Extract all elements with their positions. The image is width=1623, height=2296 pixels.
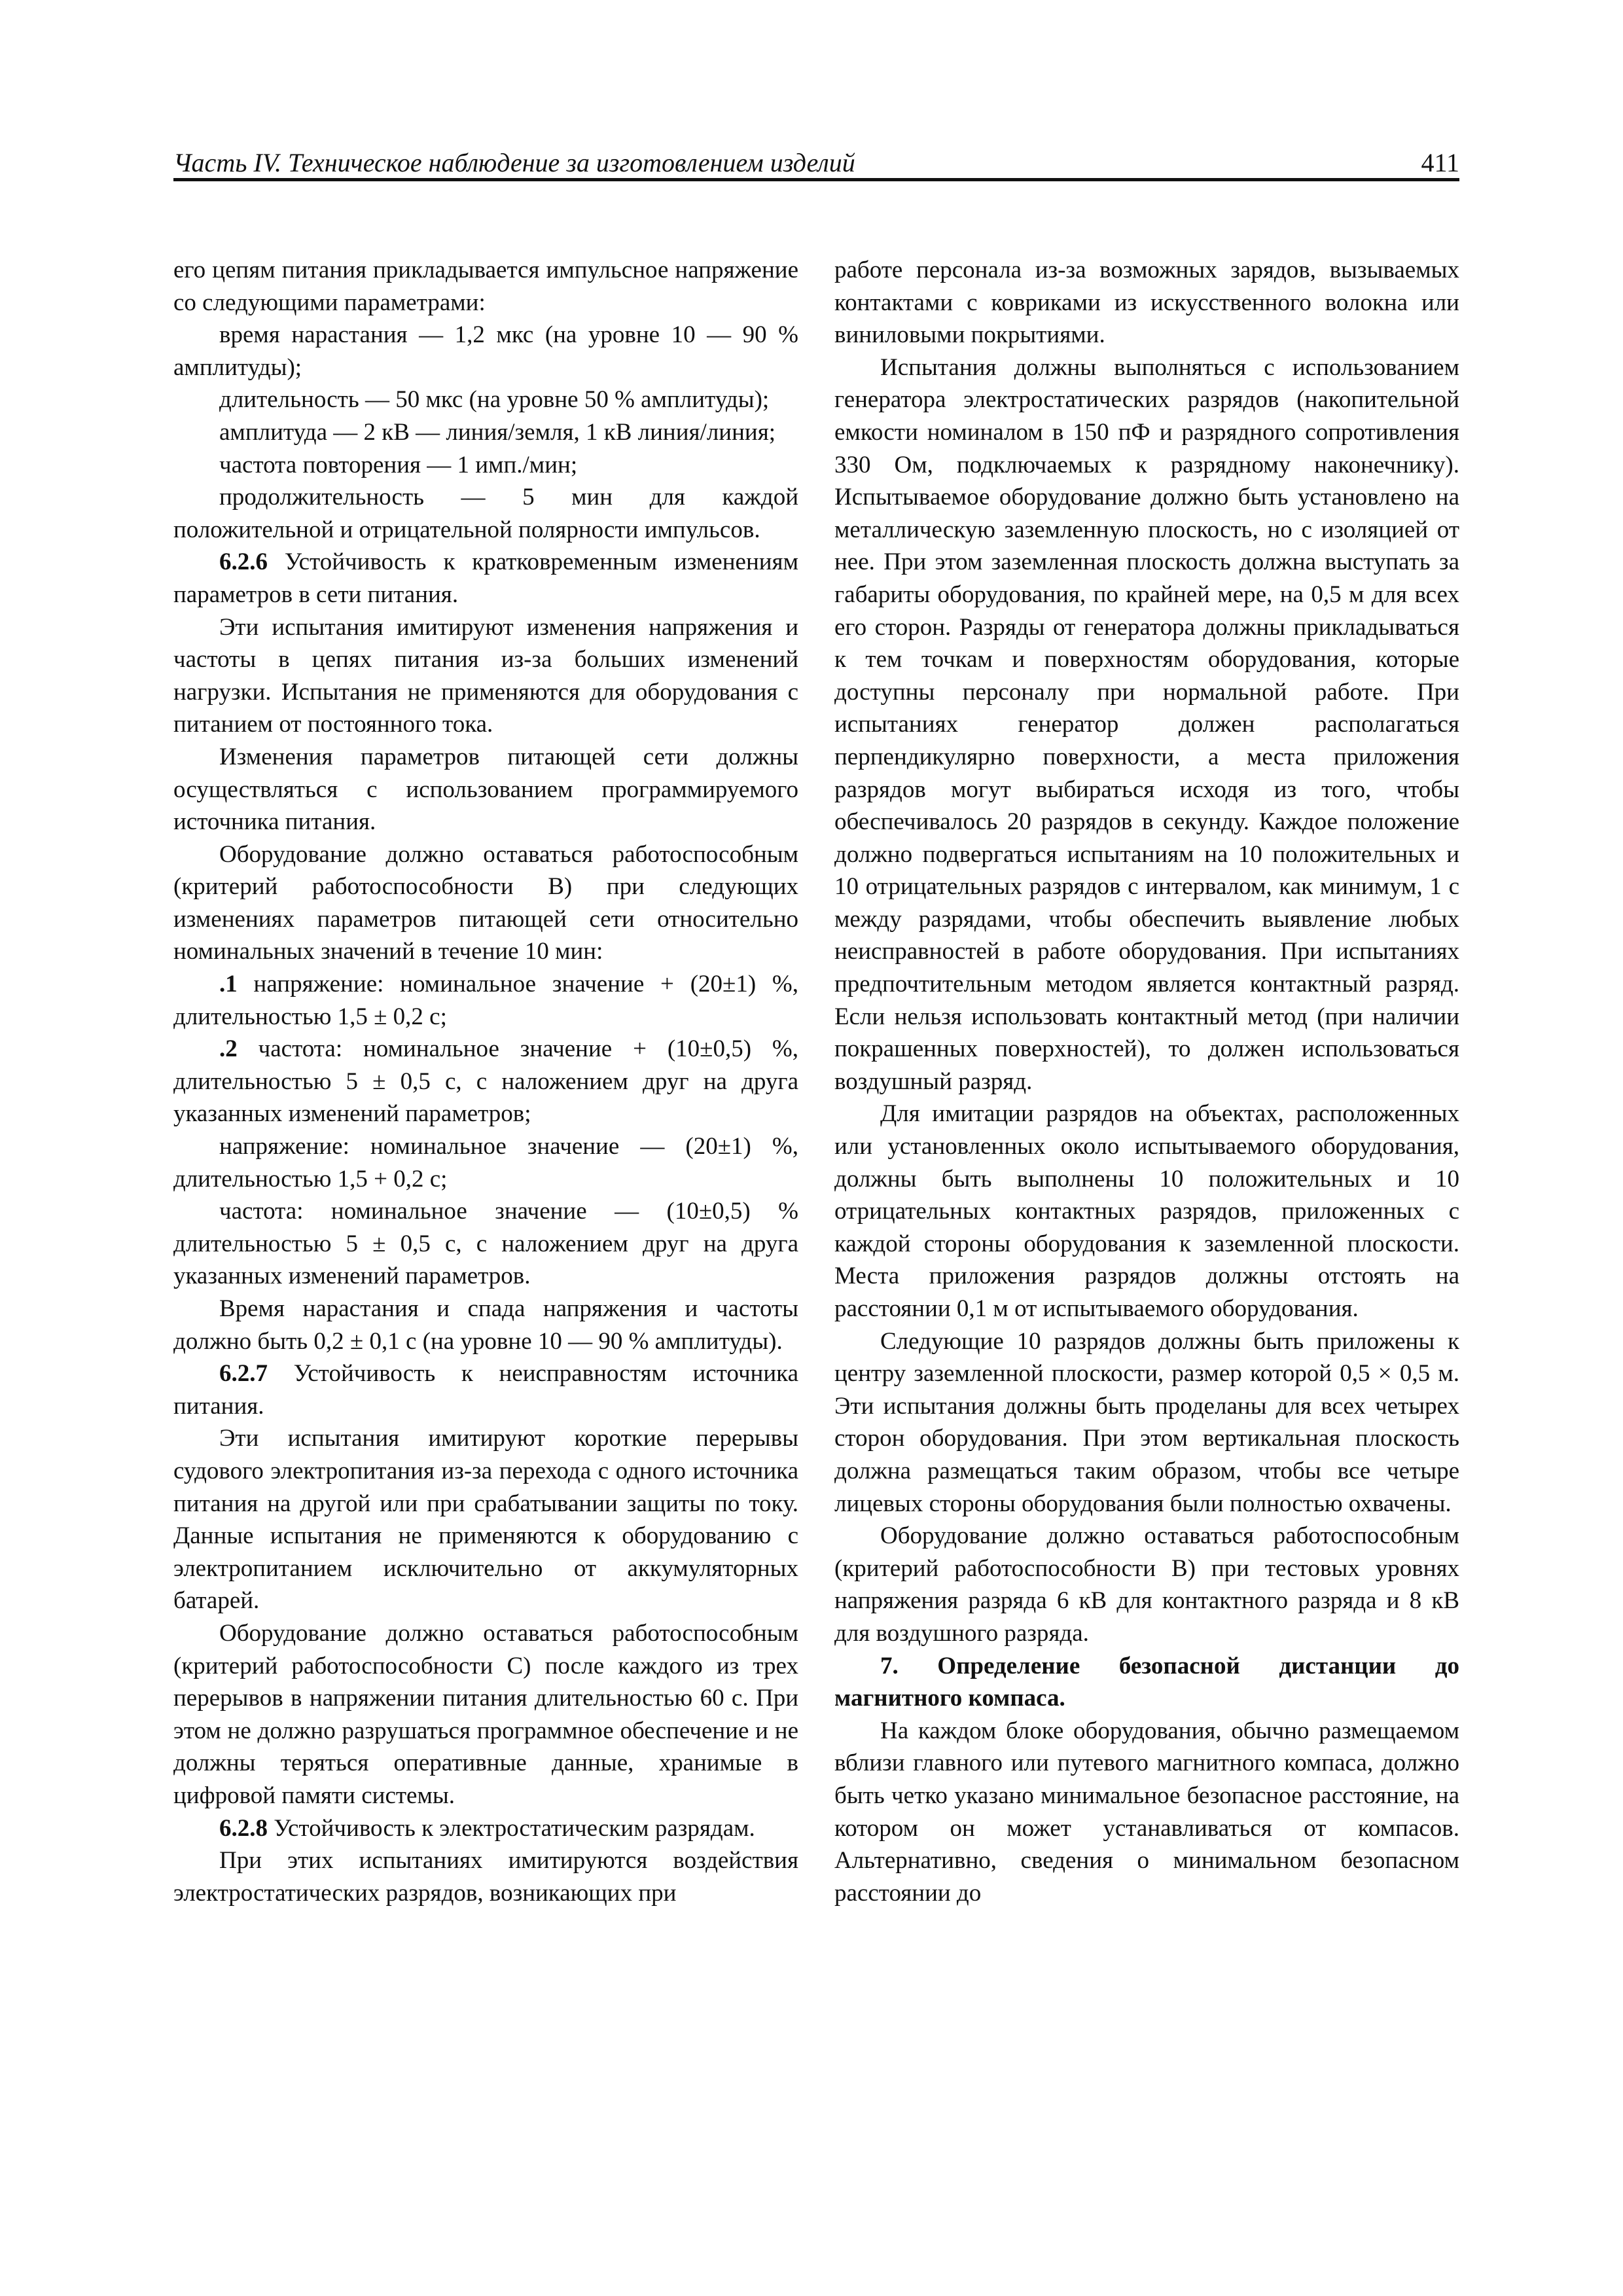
running-header <box>173 143 1459 182</box>
paragraph-text: Для имитации разрядов на объектах, расположенных или установленных около испытываемого оборудования, должны быть выполнены 10 положительных и 10 отрицательных контактных разрядов, приложенных с каждой стороны оборудования к заземленной плоскости. Места приложения разрядов должны отстоять на расстоянии 0,1 м от испытываемого оборудования. <box>834 1100 1459 1322</box>
paragraph <box>173 1422 798 1617</box>
paragraph <box>173 1844 798 1909</box>
paragraph-text: частота: номинальное значение + (10±0,5) %, длительностью 5 ± 0,5 с, с наложением друг на друга указанных изменений параметров; <box>173 1035 798 1128</box>
left-column <box>173 254 798 1909</box>
clause-number: .1 <box>219 971 238 998</box>
paragraph <box>834 1098 1459 1325</box>
paragraph-text: амплитуда — 2 кВ — линия/земля, 1 кВ линия/линия; <box>219 418 776 446</box>
paragraph-text: Оборудование должно оставаться работоспособным (критерий работоспособности С) после каждого из трех перерывов в напряжении питания длительностью 60 с. При этом не должно разрушаться программное обеспечение и не должны теряться оперативные данные, хранимые в цифровой памяти системы. <box>173 1619 798 1809</box>
paragraph <box>173 416 798 449</box>
header-rule <box>173 178 1459 181</box>
paragraph-text: его цепям питания прикладывается импульсное напряжение со следующими параметрами: <box>173 257 798 316</box>
section-heading <box>834 1650 1459 1715</box>
paragraph <box>173 611 798 741</box>
paragraph-text: Изменения параметров питающей сети должны осуществляться с использованием программируемого источника питания. <box>173 743 798 836</box>
paragraph <box>173 481 798 546</box>
paragraph-text: частота повторения — 1 имп./мин; <box>219 451 578 478</box>
paragraph <box>173 968 798 1033</box>
clause-number: .2 <box>219 1035 238 1063</box>
paragraph <box>173 838 798 968</box>
paragraph-text: напряжение: номинальное значение — (20±1) %, длительностью 1,5 + 0,2 с; <box>173 1133 798 1193</box>
paragraph-text: Устойчивость к неисправностям источника питания. <box>173 1360 798 1420</box>
paragraph-text: Испытания должны выполняться с использованием генератора электростатических разрядов (накопительной емкости номиналом в 150 пФ и разрядного сопротивления 330 Ом, подключаемых к разрядному наконечнику). Испытываемое оборудование должно быть установлено на металлическую заземленную плоскость, но с изоляцией от нее. При этом заземленная плоскость должна выступать за габариты оборудования, по крайней мере, на 0,5 м для всех его сторон. Разряды от генератора должны прикладываться к тем точкам и поверхностям оборудования, которые доступны персоналу при нормальной работе. При испытаниях генератор должен располагаться перпендикулярно поверхности, а места приложения разрядов могут выбираться исходя из того, чтобы обеспечивалось 20 разрядов в секунду. Каждое положение должно подвергаться испытаниям на 10 положительных и 10 отрицательных разрядов с интервалом, как минимум, 1 с между разрядами, чтобы обеспечить выявление любых неисправностей в работе оборудования. При испытаниях предпочтительным методом является контактный разряд. Если нельзя использовать контактный метод (при наличии покрашенных поверхностей), то должен использоваться воздушный разряд. <box>834 353 1459 1095</box>
paragraph <box>173 449 798 482</box>
paragraph <box>173 1033 798 1130</box>
paragraph-text: 7. Определение безопасной дистанции до магнитного компаса. <box>834 1652 1459 1712</box>
paragraph-text: продолжительность — 5 мин для каждой положительной и отрицательной полярности импульсов. <box>173 484 798 543</box>
paragraph-text: напряжение: номинальное значение + (20±1) %, длительностью 1,5 ± 0,2 с; <box>173 971 798 1030</box>
page-number: 411 <box>1421 148 1459 177</box>
clause-number: 6.2.8 <box>219 1814 268 1842</box>
paragraph-text: Устойчивость к кратковременным изменениям параметров в сети питания. <box>173 548 798 608</box>
paragraph <box>173 254 798 319</box>
paragraph <box>834 351 1459 1098</box>
paragraph <box>834 1715 1459 1910</box>
paragraph-text: работе персонала из-за возможных зарядов, вызываемых контактами с ковриками из искусственного волокна или виниловыми покрытиями. <box>834 257 1459 349</box>
paragraph-text: Эти испытания имитируют изменения напряжения и частоты в цепях питания из-за больших изменений нагрузки. Испытания не применяются для оборудования с питанием от постоянного тока. <box>173 613 798 738</box>
paragraph <box>173 1195 798 1293</box>
paragraph <box>173 1812 798 1845</box>
paragraph-text: На каждом блоке оборудования, обычно размещаемом вблизи главного или путевого магнитного компаса, должно быть четко указано минимальное безопасное расстояние, на котором он может устанавливаться от компасов. Альтернативно, сведения о минимальном безопасном расстоянии до <box>834 1717 1459 1907</box>
paragraph <box>173 546 798 611</box>
paragraph <box>173 1617 798 1812</box>
paragraph <box>173 1130 798 1195</box>
paragraph <box>834 254 1459 351</box>
paragraph <box>834 1325 1459 1520</box>
paragraph-text: Следующие 10 разрядов должны быть приложены к центру заземленной плоскости, размер которой 0,5 × 0,5 м. Эти испытания должны быть проделаны для всех четырех сторон оборудования. При этом вертикальная плоскость должна размещаться таким образом, чтобы все четыре лицевых стороны оборудования были полностью охвачены. <box>834 1327 1459 1517</box>
paragraph-text: Оборудование должно оставаться работоспособным (критерий работоспособности В) при следующих изменениях параметров питающей сети относительно номинальных значений в течение 10 мин: <box>173 840 798 965</box>
right-column <box>834 254 1459 1909</box>
paragraph-text: Эти испытания имитируют короткие перерывы судового электропитания из-за перехода с одного источника питания на другой или при срабатывании защиты по току. Данные испытания не применяются к оборудованию с электропитанием исключительно от аккумуляторных батарей. <box>173 1425 798 1615</box>
paragraph-text: длительность — 50 мкс (на уровне 50 % амплитуды); <box>219 386 770 414</box>
paragraph-text: время нарастания — 1,2 мкс (на уровне 10 — 90 % амплитуды); <box>173 321 798 381</box>
clause-number: 6.2.7 <box>219 1360 268 1388</box>
paragraph <box>834 1520 1459 1649</box>
paragraph <box>173 384 798 416</box>
paragraph-text: частота: номинальное значение — (10±0,5) % длительностью 5 ± 0,5 с, с наложением друг на друга указанных изменений параметров. <box>173 1198 798 1290</box>
paragraph-text: Устойчивость к электростатическим разрядам. <box>268 1814 755 1842</box>
paragraph-text: Время нарастания и спада напряжения и частоты должно быть 0,2 ± 0,1 с (на уровне 10 — 90 % амплитуды). <box>173 1295 798 1355</box>
paragraph <box>173 319 798 384</box>
paragraph <box>173 741 798 838</box>
paragraph-text: Оборудование должно оставаться работоспособным (критерий работоспособности В) при тестовых уровнях напряжения разряда 6 кВ для контактного разряда и 8 кВ для воздушного разряда. <box>834 1522 1459 1647</box>
paragraph-text: При этих испытаниях имитируются воздействия электростатических разрядов, возникающих при <box>173 1847 798 1907</box>
header-title: Часть IV. Техническое наблюдение за изготовлением изделий <box>173 148 855 177</box>
clause-number: 6.2.6 <box>219 548 268 576</box>
paragraph <box>173 1357 798 1422</box>
paragraph <box>173 1293 798 1357</box>
